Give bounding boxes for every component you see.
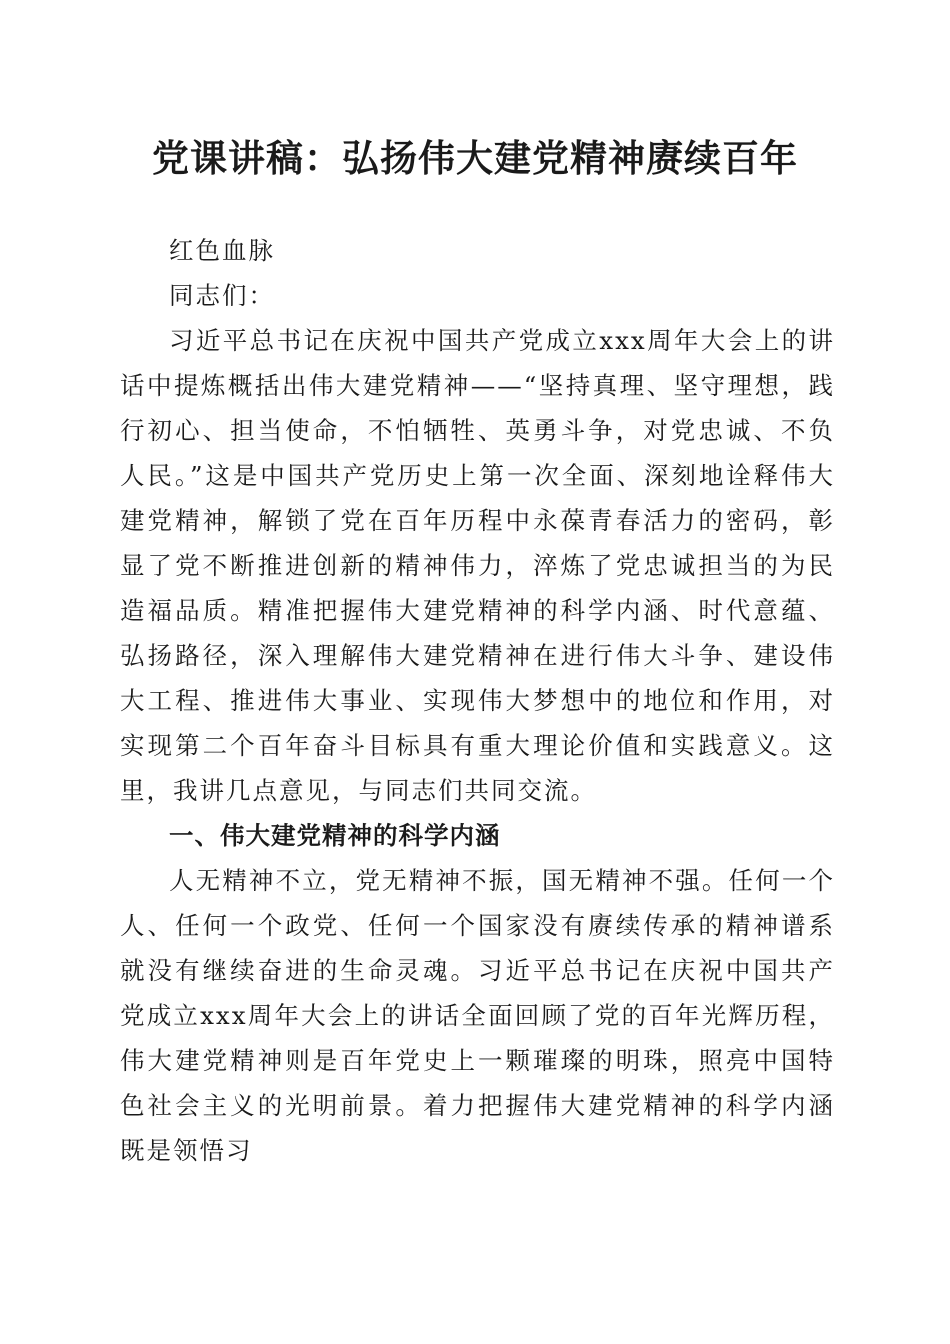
document-title: 党课讲稿：弘扬伟大建党精神赓续百年 — [152, 136, 798, 180]
source-line: 红色血脉 — [169, 236, 275, 265]
section-heading: 一、伟大建党精神的科学内涵 — [169, 821, 501, 850]
document-body — [120, 228, 835, 1173]
intro-paragraph: 习近平总书记在庆祝中国共产党成立xxx周年大会上的讲话中提炼概括出伟大建党精神——“坚持真理、坚守理想，践行初心、担当使命，不怕牺牲、英勇斗争，对党忠诚、不负人民。”这是中国共产党历史上第一次全面、深刻地诠释伟大建党精神，解锁了党在百年历程中永葆青春活力的密码，彰显了党不断推进创新的精神伟力，淬炼了党忠诚担当的为民造福品质。精准把握伟大建党精神的科学内涵、时代意蕴、弘扬路径，深入理解伟大建党精神在进行伟大斗争、建设伟大工程、推进伟大事业、实现伟大梦想中的地位和作用，对实现第二个百年奋斗目标具有重大理论价值和实践意义。这里，我讲几点意见，与同志们共同交流。 — [120, 326, 835, 805]
section-paragraph: 人无精神不立，党无精神不振，国无精神不强。任何一个人、任何一个政党、任何一个国家没有赓续传承的精神谱系就没有继续奋进的生命灵魂。习近平总书记在庆祝中国共产党成立xxx周年大会上的讲话全面回顾了党的百年光辉历程，伟大建党精神则是百年党史上一颗璀璨的明珠，照亮中国特色社会主义的光明前景。着力把握伟大建党精神的科学内涵既是领悟习 — [120, 866, 835, 1165]
salutation: 同志们： — [169, 281, 275, 310]
